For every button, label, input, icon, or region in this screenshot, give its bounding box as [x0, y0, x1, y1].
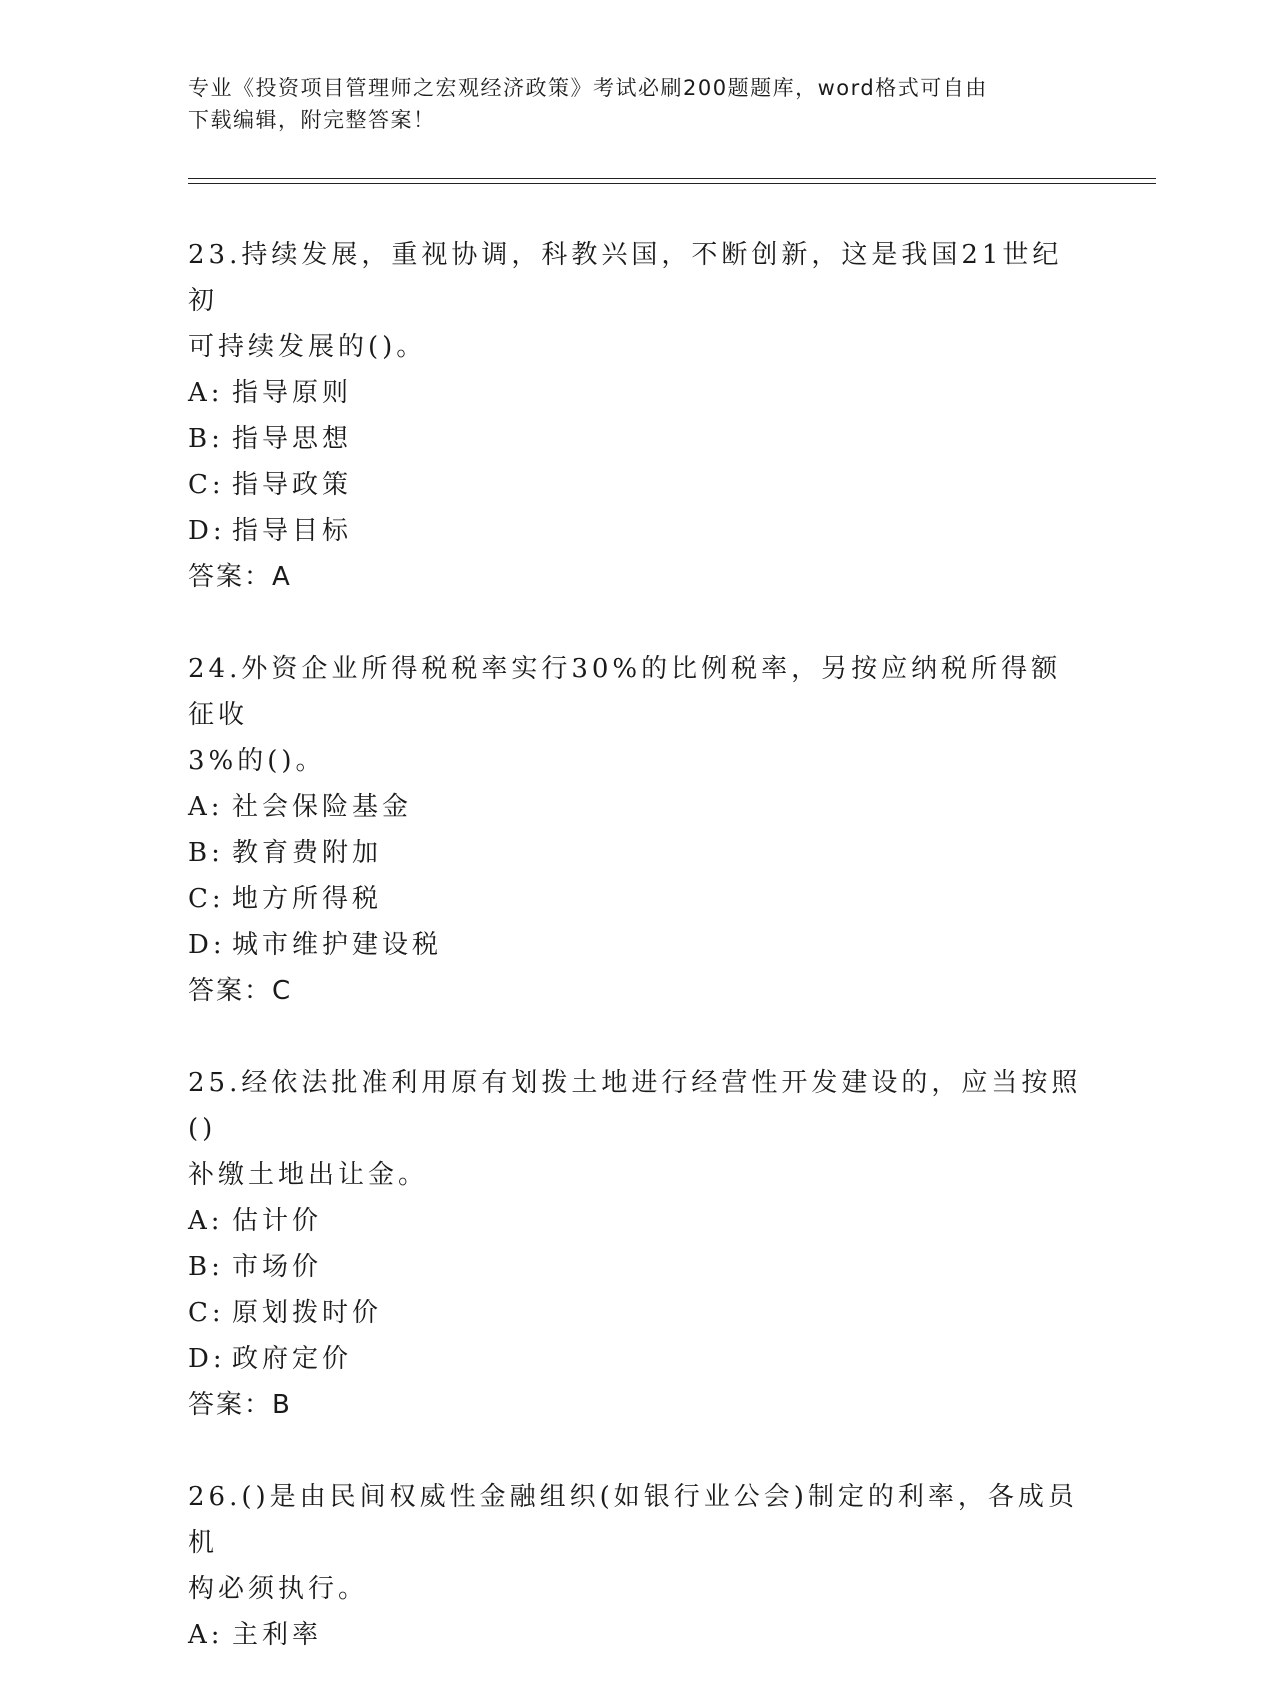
option-letter: D: — [188, 516, 226, 546]
option-a — [188, 370, 1088, 416]
option-text: 原划拨时价 — [232, 1298, 383, 1328]
option-letter: C: — [188, 1298, 225, 1328]
option-a — [188, 1612, 1088, 1658]
question-stem — [188, 1474, 1088, 1612]
option-letter: A: — [188, 378, 224, 408]
question-26 — [188, 1474, 1088, 1658]
option-letter: D: — [188, 930, 226, 960]
option-letter: A: — [188, 792, 224, 822]
header-line-1: 专业《投资项目管理师之宏观经济政策》考试必刷200题题库，word格式可自由 — [188, 76, 988, 100]
option-d — [188, 508, 1088, 554]
option-letter: B: — [188, 1252, 224, 1282]
option-letter: C: — [188, 884, 225, 914]
option-text: 市场价 — [232, 1252, 323, 1282]
header-divider-bottom — [188, 183, 1156, 184]
option-a — [188, 784, 1088, 830]
option-text: 社会保险基金 — [232, 792, 413, 822]
option-c — [188, 876, 1088, 922]
option-letter: D: — [188, 1344, 226, 1374]
stem-line: 23.持续发展，重视协调，科教兴国，不断创新，这是我国21世纪初 — [188, 240, 1063, 316]
stem-line: 25.经依法批准利用原有划拨土地进行经营性开发建设的，应当按照() — [188, 1068, 1082, 1144]
answer-line: 答案：A — [188, 562, 292, 592]
option-text: 城市维护建设税 — [232, 930, 443, 960]
question-24 — [188, 646, 1088, 1014]
option-letter: A: — [188, 1620, 224, 1650]
option-letter: B: — [188, 838, 224, 868]
option-b — [188, 416, 1088, 462]
stem-line: 补缴土地出让金。 — [188, 1160, 429, 1190]
option-c — [188, 1290, 1088, 1336]
header-divider-top — [188, 178, 1156, 179]
option-a — [188, 1198, 1088, 1244]
question-25 — [188, 1060, 1088, 1428]
option-text: 政府定价 — [232, 1344, 353, 1374]
stem-line: 构必须执行。 — [188, 1574, 369, 1604]
question-23 — [188, 232, 1088, 600]
option-text: 地方所得税 — [232, 884, 383, 914]
option-text: 主利率 — [232, 1620, 323, 1650]
stem-line: 3%的()。 — [188, 746, 326, 776]
question-list — [188, 232, 1088, 1704]
option-letter: A: — [188, 1206, 224, 1236]
answer-line: 答案：C — [188, 976, 293, 1006]
option-text: 估计价 — [232, 1206, 323, 1236]
header-line-2: 下载编辑，附完整答案！ — [188, 108, 436, 132]
option-text: 指导目标 — [232, 516, 353, 546]
option-b — [188, 1244, 1088, 1290]
option-text: 指导原则 — [232, 378, 353, 408]
option-letter: C: — [188, 470, 225, 500]
question-stem — [188, 232, 1088, 370]
option-text: 教育费附加 — [232, 838, 383, 868]
option-b — [188, 830, 1088, 876]
question-stem — [188, 646, 1088, 784]
option-text: 指导政策 — [232, 470, 353, 500]
option-c — [188, 462, 1088, 508]
stem-line: 26.()是由民间权威性金融组织(如银行业公会)制定的利率，各成员机 — [188, 1482, 1078, 1558]
document-header — [188, 72, 1068, 136]
option-d — [188, 922, 1088, 968]
answer-line: 答案：B — [188, 1390, 292, 1420]
stem-line: 24.外资企业所得税税率实行30%的比例税率，另按应纳税所得额征收 — [188, 654, 1062, 730]
stem-line: 可持续发展的()。 — [188, 332, 427, 362]
question-stem — [188, 1060, 1088, 1198]
option-letter: B: — [188, 424, 224, 454]
option-text: 指导思想 — [232, 424, 353, 454]
option-d — [188, 1336, 1088, 1382]
